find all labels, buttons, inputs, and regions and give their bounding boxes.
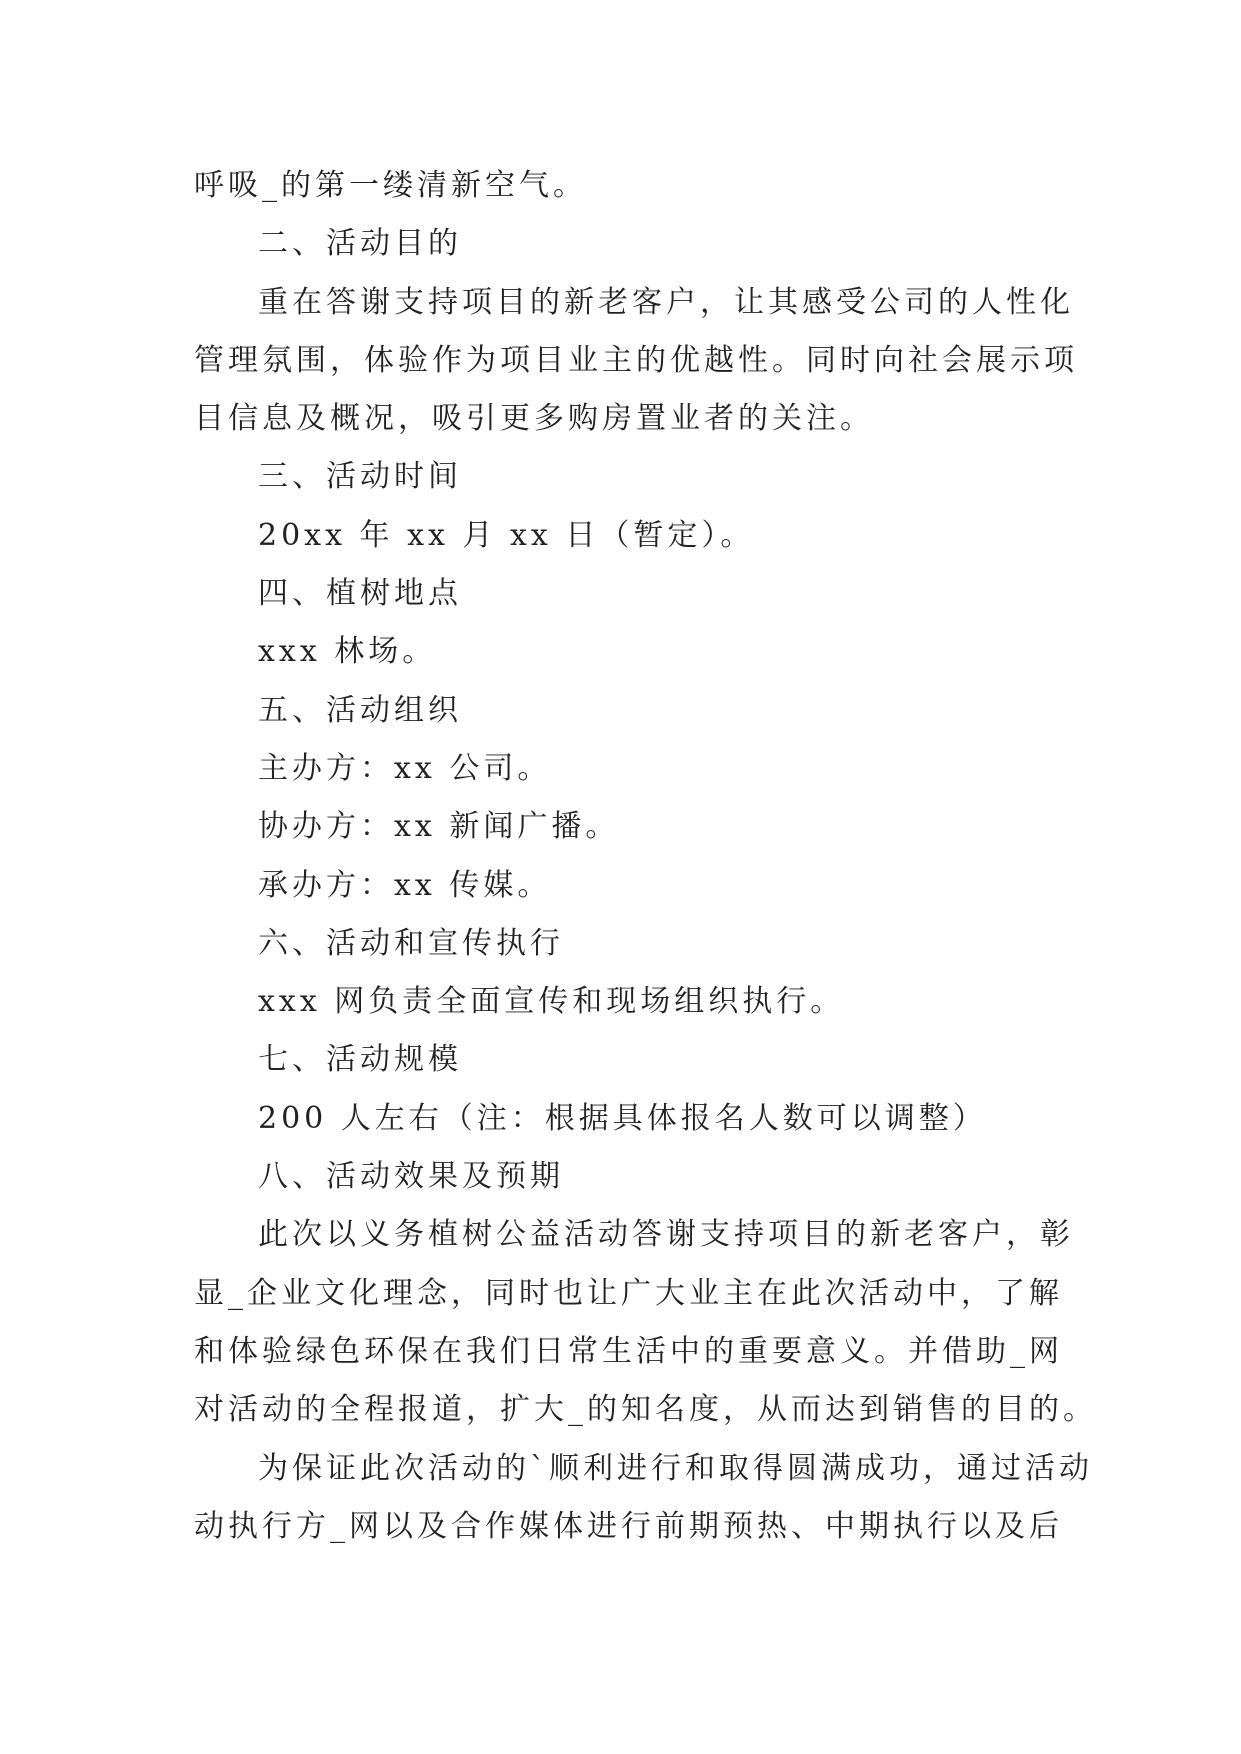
text-line: 七、活动规模 [258, 1042, 462, 1078]
text-line: 承办方：xx 传媒。 [258, 867, 552, 903]
text-line: 目信息及概况，吸引更多购房置业者的关注。 [194, 401, 874, 437]
text-line: 此次以义务植树公益活动答谢支持项目的新老客户，彰 [258, 1217, 1074, 1253]
text-line: 管理氛围，体验作为项目业主的优越性。同时向社会展示项 [194, 342, 1078, 378]
text-line: 五、活动组织 [258, 692, 462, 728]
text-line: 显_企业文化理念，同时也让广大业主在此次活动中，了解 [194, 1275, 1063, 1311]
text-line: 四、植树地点 [258, 576, 462, 612]
text-line: xxx 网负责全面宣传和现场组织执行。 [258, 984, 845, 1020]
text-line: 三、活动时间 [258, 459, 462, 495]
text-line: 和体验绿色环保在我们日常生活中的重要意义。并借助_网 [194, 1333, 1063, 1369]
text-line: 协办方：xx 新闻广播。 [258, 809, 620, 845]
text-line: 对活动的全程报道，扩大_的知名度，从而达到销售的目的。 [194, 1392, 1097, 1428]
text-line: 呼吸_的第一缕清新空气。 [194, 168, 587, 203]
text-line: 主办方：xx 公司。 [258, 750, 552, 786]
text-line: xxx 林场。 [258, 634, 437, 670]
text-line: 为保证此次活动的`顺利进行和取得圆满成功，通过活动 [258, 1450, 1093, 1486]
text-line: 动执行方_网以及合作媒体进行前期预热、中期执行以及后 [194, 1508, 1063, 1544]
document-body [194, 157, 1097, 1556]
text-line: 八、活动效果及预期 [258, 1159, 564, 1195]
text-line: 二、活动目的 [258, 226, 462, 262]
text-line: 200 人左右（注：根据具体报名人数可以调整） [258, 1100, 987, 1136]
text-line: 重在答谢支持项目的新老客户，让其感受公司的人性化 [258, 284, 1074, 320]
text-line: 六、活动和宣传执行 [258, 925, 564, 961]
text-line: 20xx 年 xx 月 xx 日（暂定）。 [258, 517, 755, 553]
